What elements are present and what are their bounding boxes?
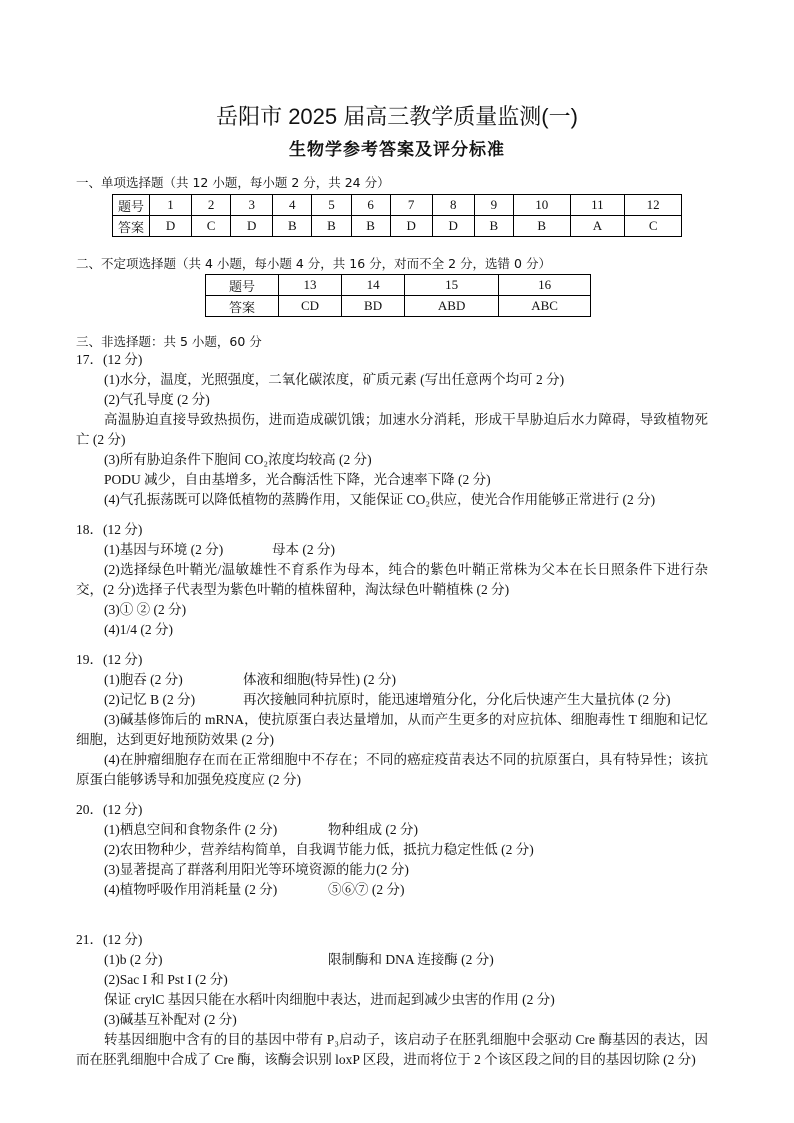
answer-line: 高温胁迫直接导致热损伤，进而造成碳饥饿；加速水分消耗，形成干旱胁迫后水力障碍，导致植物死亡 (2 分) [76, 412, 708, 447]
question-number-cell: 10 [513, 195, 570, 216]
answer-cell: B [312, 216, 351, 237]
section2-answer-table [205, 274, 591, 317]
answer-part: (1)胞吞 (2 分) [104, 672, 183, 687]
row-label: 答案 [113, 216, 150, 237]
answer-line: (2)气孔导度 (2 分) [104, 392, 210, 407]
question-19 [76, 650, 708, 790]
answer-part: 物种组成 (2 分) [328, 822, 418, 837]
answer-line: (2)Sac I 和 Pst I (2 分) [104, 972, 228, 987]
answer-line: (4)在肿瘤细胞存在而在正常细胞中不存在；不同的癌症疫苗表达不同的抗原蛋白，具有特异性；该抗原蛋白能够诱导和加强免疫度应 (2 分) [76, 752, 708, 787]
answer-line: 保证 crylC 基因只能在水稻叶肉细胞中表达，进而起到减少虫害的作用 (2 分) [104, 992, 555, 1007]
question-number-cell: 15 [405, 275, 499, 296]
question-header: 17．(12 分) [76, 352, 143, 367]
answer-cell: D [231, 216, 273, 237]
question-header: 20．(12 分) [76, 802, 143, 817]
answer-cell: A [570, 216, 625, 237]
question-number-cell: 4 [273, 195, 312, 216]
answer-line: (3)碱基修饰后的 mRNA，使抗原蛋白表达量增加，从而产生更多的对应抗体、细胞毒性 T 细胞和记忆细胞，达到更好地预防效果 (2 分) [76, 712, 708, 747]
question-17 [76, 350, 708, 510]
question-header: 21．(12 分) [76, 932, 143, 947]
question-number-cell: 2 [192, 195, 231, 216]
question-number-cell: 11 [570, 195, 625, 216]
question-number-cell: 3 [231, 195, 273, 216]
answer-line: (3)碱基互补配对 (2 分) [104, 1012, 237, 1027]
question-number-cell: 5 [312, 195, 351, 216]
question-number-cell: 8 [432, 195, 474, 216]
answer-line: (3)显著提高了群落利用阳光等环境资源的能力(2 分) [104, 862, 409, 877]
answer-line: (3)① ② (2 分) [104, 602, 187, 617]
row-label: 答案 [206, 296, 279, 317]
answer-part: (1)b (2 分) [104, 952, 163, 967]
question-20 [76, 800, 708, 900]
section2-heading: 二、不定项选择题（共 4 小题，每小题 4 分，共 16 分，对而不全 2 分，选错 0 分） [76, 256, 551, 271]
answer-line: (3)所有胁迫条件下胞间 CO₂浓度均较高 (2 分) [104, 452, 372, 467]
question-number-cell: 7 [390, 195, 432, 216]
answer-cell: ABD [405, 296, 499, 317]
answer-line: (2)选择绿色叶鞘光/温敏雄性不育系作为母本，纯合的紫色叶鞘正常株为父本在长日照条件下进行杂交，(2 分)选择子代表型为紫色叶鞘的植株留种，淘汰绿色叶鞘植株 (2 分) [76, 562, 708, 597]
answer-cell: ABC [499, 296, 591, 317]
answer-cell: B [273, 216, 312, 237]
answer-cell: B [351, 216, 390, 237]
document-subtitle: 生物学参考答案及评分标准 [289, 140, 505, 160]
answer-cell: D [390, 216, 432, 237]
answer-cell: D [432, 216, 474, 237]
question-number-cell: 1 [150, 195, 192, 216]
answer-line: (1)水分，温度，光照强度，二氧化碳浓度，矿质元素 (写出任意两个均可 2 分) [104, 372, 565, 387]
answer-cell: C [625, 216, 682, 237]
answer-cell: B [474, 216, 513, 237]
question-21 [76, 930, 708, 1070]
question-number-cell: 9 [474, 195, 513, 216]
row-label: 题号 [206, 275, 279, 296]
answer-line: 转基因细胞中含有的目的基因中带有 P₃启动子，该启动子在胚乳细胞中会驱动 Cre 酶基因的表达，因而在胚乳细胞中合成了 Cre 酶，该酶会识别 loxP 区段，进而将位于 2 个该区段之间的目的基因切除 (2 分) [76, 1032, 708, 1067]
answer-part: 再次接触同种抗原时，能迅速增殖分化，分化后快速产生大量抗体 (2 分) [243, 692, 671, 707]
answer-part: (1)基因与环境 (2 分) [104, 542, 224, 557]
row-label: 题号 [113, 195, 150, 216]
answer-line: (2)农田物种少，营养结构简单，自我调节能力低，抵抗力稳定性低 (2 分) [104, 842, 534, 857]
question-number-cell: 16 [499, 275, 591, 296]
question-number-cell: 12 [625, 195, 682, 216]
question-header: 19．(12 分) [76, 652, 143, 667]
answer-line: PODU 减少，自由基增多，光合酶活性下降，光合速率下降 (2 分) [104, 472, 491, 487]
answer-cell: B [513, 216, 570, 237]
section1-heading: 一、单项选择题（共 12 小题，每小题 2 分，共 24 分） [76, 175, 390, 190]
answer-cell: D [150, 216, 192, 237]
answer-part: ⑤⑥⑦ (2 分) [328, 882, 405, 897]
answer-part: 母本 (2 分) [272, 542, 335, 557]
question-18 [76, 520, 708, 640]
answer-line: (4)气孔振荡既可以降低植物的蒸腾作用，又能保证 CO₂供应，使光合作用能够正常进行 (2 分) [104, 492, 656, 507]
question-number-cell: 13 [279, 275, 342, 296]
section1-answer-table [112, 194, 682, 237]
answer-line: (4)1/4 (2 分) [104, 622, 173, 637]
answer-part: 限制酶和 DNA 连接酶 (2 分) [328, 952, 494, 967]
document-title: 岳阳市 2025 届高三教学质量监测(一) [216, 104, 578, 129]
answer-part: (4)植物呼吸作用消耗量 (2 分) [104, 882, 278, 897]
answer-cell: CD [279, 296, 342, 317]
answer-cell: BD [342, 296, 405, 317]
answer-part: (2)记忆 B (2 分) [104, 692, 196, 707]
question-number-cell: 6 [351, 195, 390, 216]
section3-heading: 三、非选择题：共 5 小题，60 分 [76, 334, 262, 349]
question-number-cell: 14 [342, 275, 405, 296]
answer-part: 体液和细胞(特异性) (2 分) [243, 672, 396, 687]
answer-cell: C [192, 216, 231, 237]
question-header: 18．(12 分) [76, 522, 143, 537]
answer-part: (1)栖息空间和食物条件 (2 分) [104, 822, 278, 837]
